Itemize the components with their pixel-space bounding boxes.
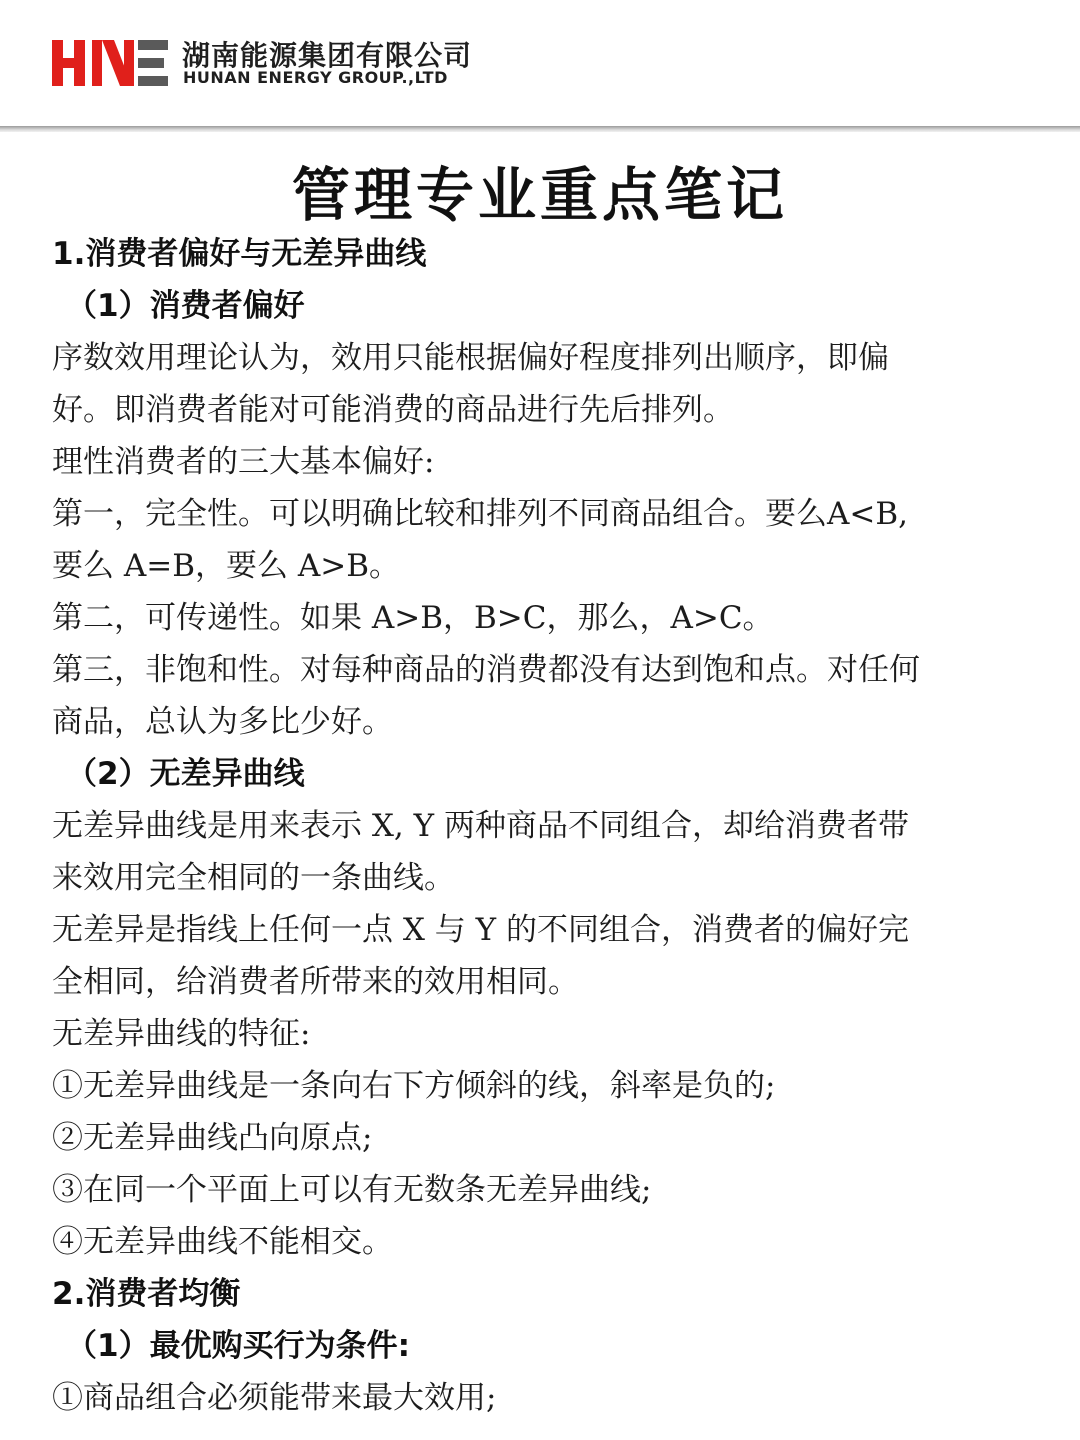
paragraph-line: 来效用完全相同的一条曲线。 xyxy=(52,860,455,896)
paragraph-line: 第二，可传递性。如果 A>B，B>C，那么，A>C。 xyxy=(52,600,774,636)
paragraph-line: 第一，完全性。可以明确比较和排列不同商品组合。要么A<B, xyxy=(52,496,908,532)
company-name-en: HUNAN ENERGY GROUP.,LTD xyxy=(183,68,448,87)
list-item: ①无差异曲线是一条向右下方倾斜的线，斜率是负的; xyxy=(52,1068,776,1104)
subsection-heading: （1）消费者偏好 xyxy=(66,288,305,324)
page-title: 管理专业重点笔记 xyxy=(291,161,788,229)
paragraph-line: 商品，总认为多比少好。 xyxy=(52,704,393,740)
section-heading: 2.消费者均衡 xyxy=(52,1276,241,1312)
paragraph-line: 理性消费者的三大基本偏好: xyxy=(52,444,435,480)
header xyxy=(0,0,1080,126)
subsection-heading: （1）最优购买行为条件: xyxy=(66,1328,410,1364)
company-name-cn: 湖南能源集团有限公司 xyxy=(182,39,473,72)
company-logo-icon xyxy=(52,40,168,86)
paragraph-line: 全相同，给消费者所带来的效用相同。 xyxy=(52,964,579,1000)
paragraph-line: 好。即消费者能对可能消费的商品进行先后排列。 xyxy=(52,392,734,428)
paragraph-line: 第三，非饱和性。对每种商品的消费都没有达到饱和点。对任何 xyxy=(52,652,920,688)
list-item: ④无差异曲线不能相交。 xyxy=(52,1224,393,1260)
notes-body xyxy=(52,228,1042,1424)
paragraph-line: 无差异曲线是用来表示 X, Y 两种商品不同组合，却给消费者带 xyxy=(52,808,909,844)
section-heading: 1.消费者偏好与无差异曲线 xyxy=(52,236,427,272)
paragraph-line: 无差异是指线上任何一点 X 与 Y 的不同组合，消费者的偏好完 xyxy=(52,912,909,948)
list-item: ①商品组合必须能带来最大效用; xyxy=(52,1380,497,1416)
paragraph-line: 要么 A=B，要么 A>B。 xyxy=(52,548,400,584)
header-divider xyxy=(0,126,1080,132)
list-item: ③在同一个平面上可以有无数条无差异曲线; xyxy=(52,1172,652,1208)
paragraph-line: 序数效用理论认为，效用只能根据偏好程度排列出顺序，即偏 xyxy=(52,340,889,376)
list-item: ②无差异曲线凸向原点; xyxy=(52,1120,373,1156)
subsection-heading: （2）无差异曲线 xyxy=(66,756,305,792)
paragraph-line: 无差异曲线的特征: xyxy=(52,1016,311,1052)
